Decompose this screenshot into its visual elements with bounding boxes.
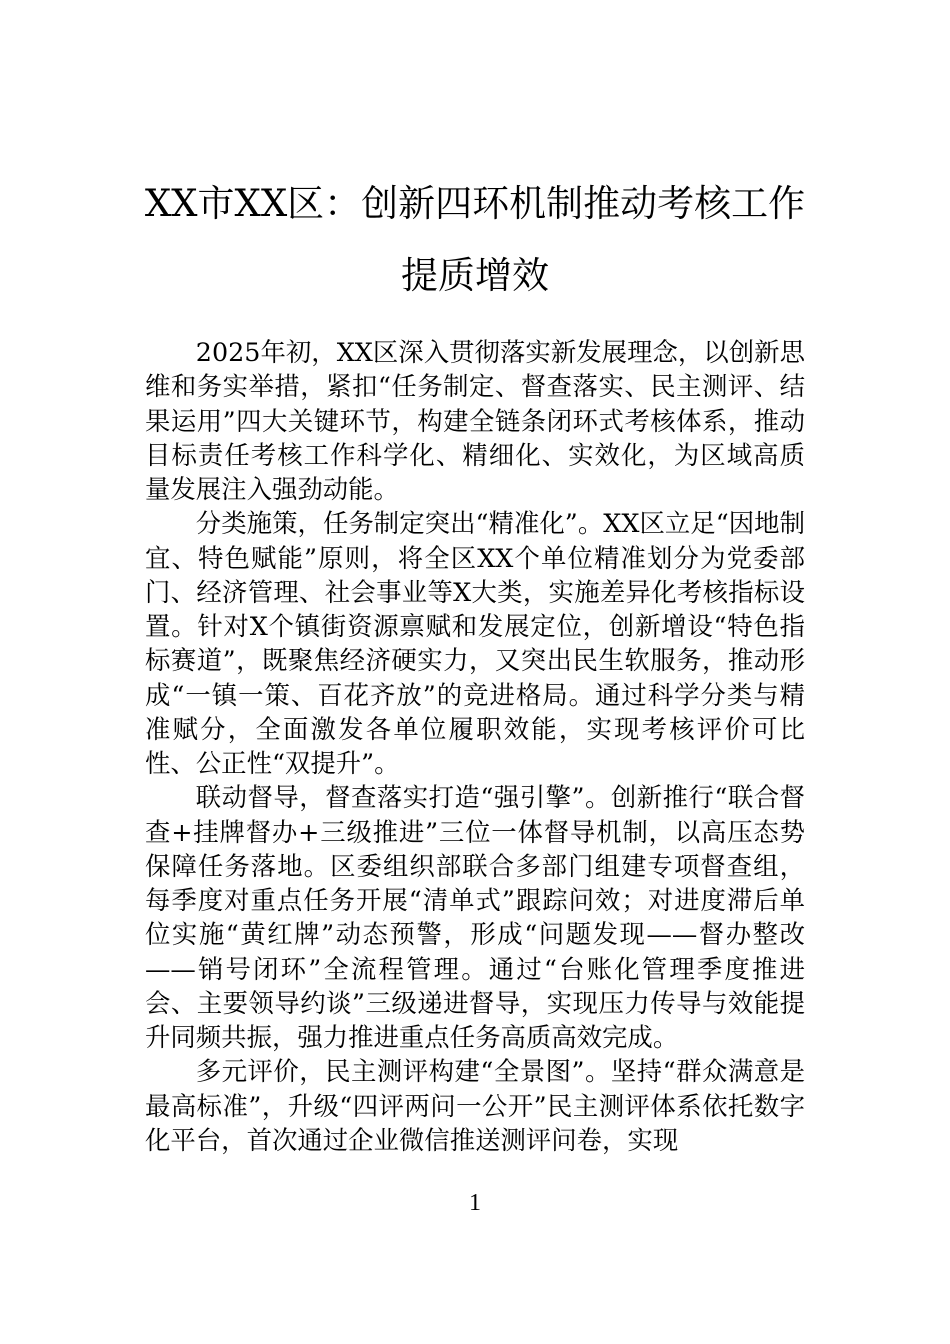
title-line-1: XX市XX区：创新四环机制推动考核工作 [144,182,806,225]
paragraph-supervision: 联动督导，督查落实打造“强引擎”。创新推行“联合督查+挂牌督办+三级推进”三位一体督导机制，以高压态势保障任务落地。区委组织部联合多部门组建专项督查组，每季度对重点任务开展“清单式”跟踪问效；对进度滞后单位实施“黄红牌”动态预警，形成“问题发现——督办整改——销号闭环”全流程管理。通过“台账化管理季度推进会、主要领导约谈”三级递进督导，实现压力传导与效能提升同频共振，强力推进重点任务高质高效完成。 [145,782,805,1052]
title-line-2: 提质增效 [401,254,549,297]
page-number: 1 [469,1190,481,1216]
paragraph-evaluation: 多元评价，民主测评构建“全景图”。坚持“群众满意是最高标准”，升级“四评两问一公开”民主测评体系依托数字化平台，首次通过企业微信推送测评问卷，实现 [145,1056,805,1155]
document-body [145,335,805,1157]
document-title [130,168,820,312]
paragraph-task-setting: 分类施策，任务制定突出“精准化”。XX区立足“因地制宜、特色赋能”原则，将全区XX个单位精准划分为党委部门、经济管理、社会事业等X大类，实施差异化考核指标设置。针对X个镇街资源禀赋和发展定位，创新增设“特色指标赛道”，既聚焦经济硬实力，又突出民生软服务，推动形成“一镇一策、百花齐放”的竞进格局。通过科学分类与精准赋分，全面激发各单位履职效能，实现考核评价可比性、公正性“双提升”。 [145,508,805,778]
paragraph-intro: 2025年初，XX区深入贯彻落实新发展理念，以创新思维和务实举措，紧扣“任务制定、督查落实、民主测评、结果运用”四大关键环节，构建全链条闭环式考核体系，推动目标责任考核工作科学化、精细化、实效化，为区域高质量发展注入强劲动能。 [145,337,805,504]
